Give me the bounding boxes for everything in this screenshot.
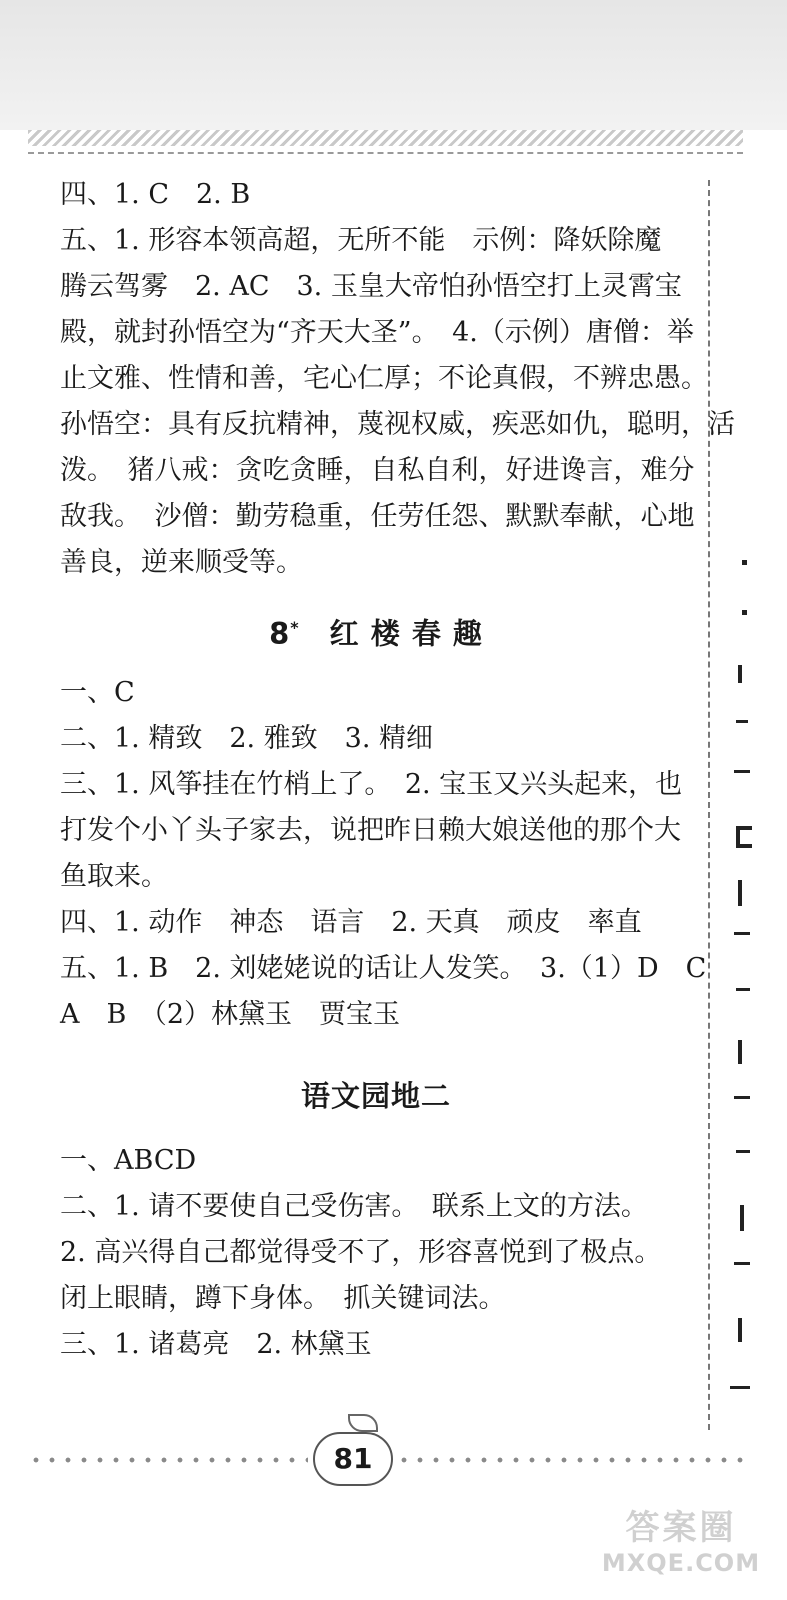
adjacent-page-fragment (736, 1150, 750, 1153)
adjacent-page-fragment (730, 1386, 750, 1389)
answer-line: 五、1. 形容本领高超，无所不能 示例：降妖除魔 (60, 225, 662, 256)
adjacent-page-fragment (738, 1318, 742, 1342)
footer-dotted-border-left (28, 1455, 308, 1465)
answer-line: 二、1. 请不要使自己受伤害。 联系上文的方法。 (60, 1191, 648, 1222)
adjacent-page-fragment (734, 1262, 750, 1265)
margin-dashed-line (708, 180, 710, 1430)
optional-lesson-mark: * (290, 618, 300, 637)
lesson-title-text: 红 楼 春 趣 (329, 616, 483, 651)
header-dashed-line (28, 152, 743, 154)
adjacent-page-fragment (734, 932, 750, 935)
answer-line: 止文雅、性情和善，宅心仁厚；不论真假，不辨忠愚。 (60, 363, 708, 394)
answer-line: 鱼取来。 (60, 861, 168, 892)
answer-line: 打发个小丫头子家去，说把昨日赖大娘送他的那个大 (60, 815, 681, 846)
adjacent-page-fragment (738, 665, 742, 683)
adjacent-page-fragment (736, 826, 752, 848)
watermark-text: 答案圈 (625, 1508, 737, 1548)
section-red-mansion (60, 670, 707, 1038)
adjacent-page-fragment (738, 1040, 742, 1064)
lesson-title (60, 600, 692, 656)
answer-line: A B （2）林黛玉 贾宝玉 (60, 999, 401, 1030)
answer-line: 2. 高兴得自己都觉得受不了，形容喜悦到了极点。 (60, 1237, 662, 1268)
adjacent-page-fragment (736, 988, 750, 991)
answer-line: 一、ABCD (60, 1145, 197, 1176)
answer-line: 善良，逆来顺受等。 (60, 547, 303, 578)
answer-line: 四、1. C 2. B (60, 179, 251, 210)
adjacent-page-fragment (738, 880, 742, 906)
section-title: 语文园地二 (300, 1079, 451, 1113)
footer-dotted-border-right (396, 1455, 746, 1465)
adjacent-page-fragment (742, 610, 747, 615)
adjacent-page-fragment (740, 1205, 744, 1231)
answer-line: 敌我。 沙僧：勤劳稳重，任劳任怨、默默奉献，心地 (60, 501, 695, 532)
answer-line: 五、1. B 2. 刘姥姥说的话让人发笑。 3.（1）D C (60, 953, 707, 984)
adjacent-page-fragment (734, 770, 750, 773)
watermark (596, 1508, 766, 1578)
answer-line: 二、1. 精致 2. 雅致 3. 精细 (60, 723, 434, 754)
adjacent-page-fragment (736, 720, 748, 723)
section-language-garden (60, 1138, 692, 1368)
answer-line: 孙悟空：具有反抗精神，蔑视权威，疾恶如仇，聪明，活 (60, 409, 735, 440)
answer-content (60, 172, 735, 1368)
page-top-shadow (0, 0, 787, 130)
answer-line: 闭上眼睛，蹲下身体。 抓关键词法。 (60, 1283, 506, 1314)
answer-line: 泼。 猪八戒：贪吃贪睡，自私自利，好进谗言，难分 (60, 455, 695, 486)
page-number: 81 (313, 1432, 393, 1486)
section-journey-west (60, 172, 735, 586)
watermark-url: MXQE.COM (601, 1549, 761, 1577)
adjacent-page-fragment (742, 560, 747, 565)
apple-leaf-icon (348, 1414, 378, 1432)
lesson-number: 8 (269, 616, 291, 651)
adjacent-page-fragment (734, 1096, 750, 1099)
answer-line: 三、1. 风筝挂在竹梢上了。 2. 宝玉又兴头起来，也 (60, 769, 683, 800)
answer-line: 殿，就封孙悟空为“齐天大圣”。 4.（示例）唐僧：举 (60, 317, 694, 348)
header-hatch-border (28, 130, 743, 146)
answer-line: 一、C (60, 677, 135, 708)
answer-line: 三、1. 诸葛亮 2. 林黛玉 (60, 1329, 372, 1360)
answer-line: 腾云驾雾 2. AC 3. 玉皇大帝怕孙悟空打上灵霄宝 (60, 271, 682, 302)
answer-line: 四、1. 动作 神态 语言 2. 天真 顽皮 率直 (60, 907, 642, 938)
